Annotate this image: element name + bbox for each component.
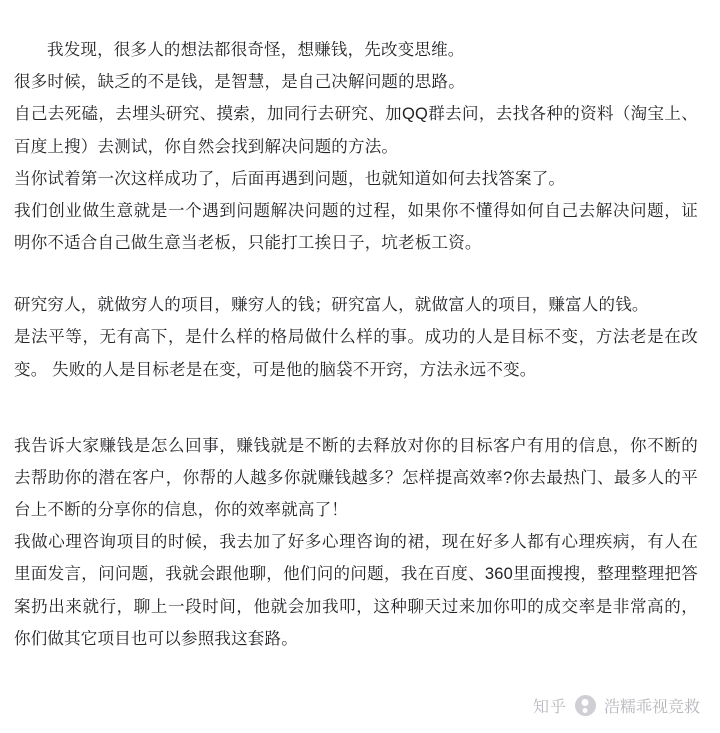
user-avatar-icon [575,695,596,716]
paragraph: 很多时候，缺乏的不是钱，是智慧，是自己决解问题的思路。 [14,73,465,92]
paragraph: 我们创业做生意就是一个遇到问题解决问题的过程，如果你不懂得如何自己去解决问题，证明你不适合自己做生意当老板，只能打工挨日子，坑老板工资。 [14,201,698,253]
article-body [14,34,698,655]
paragraph: 自己去死磕，去埋头研究、摸索，加同行去研究、加QQ群去问，去找各种的资料（淘宝上、百度上搜）去测试，你自然会找到解决问题的方法。 [14,105,698,156]
watermark-username: 浩糯乖视竞救 [603,699,700,716]
watermark [533,694,700,717]
paragraph: 我做心理咨询项目的时候，我去加了好多心理咨询的裙，现在好多人都有心理疾病，有人在里面发言，问问题，我就会跟他聊，他们问的问题，我在百度、360里面搜搜，整理整理把答案扔出来就行，聊上一段时间，他就会加我叩，这种聊天过来加你叩的成交率是非常高的，你们做其它项目也可以参照我这套路。 [14,533,698,648]
paragraph: 我发现，很多人的想法都很奇怪，想赚钱，先改变思维。 [47,41,465,59]
paragraph: 是法平等，无有高下，是什么样的格局做什么样的事。成功的人是目标不变，方法老是在改变。 失败的人是目标老是在变，可是他的脑袋不开窍，方法永远不变。 [14,328,698,379]
paragraph: 当你试着第一次这样成功了，后面再遇到问题，也就知道如何去找答案了。 [14,169,566,188]
paragraph-spacer [14,386,698,430]
zhihu-logo: 知乎 [532,699,567,716]
paragraph: 研究穷人，就做穷人的项目，赚穷人的钱；研究富人，就做富人的项目，赚富人的钱。 [14,296,649,315]
paragraph: 我告诉大家赚钱是怎么回事，赚钱就是不断的去释放对你的目标客户有用的信息，你不断的去帮助你的潜在客户，你帮的人越多你就赚钱越多？怎样提高效率?你去最热门、最多人的平台上不断的分享你的信息，你的效率就高了！ [14,436,698,520]
paragraph-spacer [14,259,698,289]
